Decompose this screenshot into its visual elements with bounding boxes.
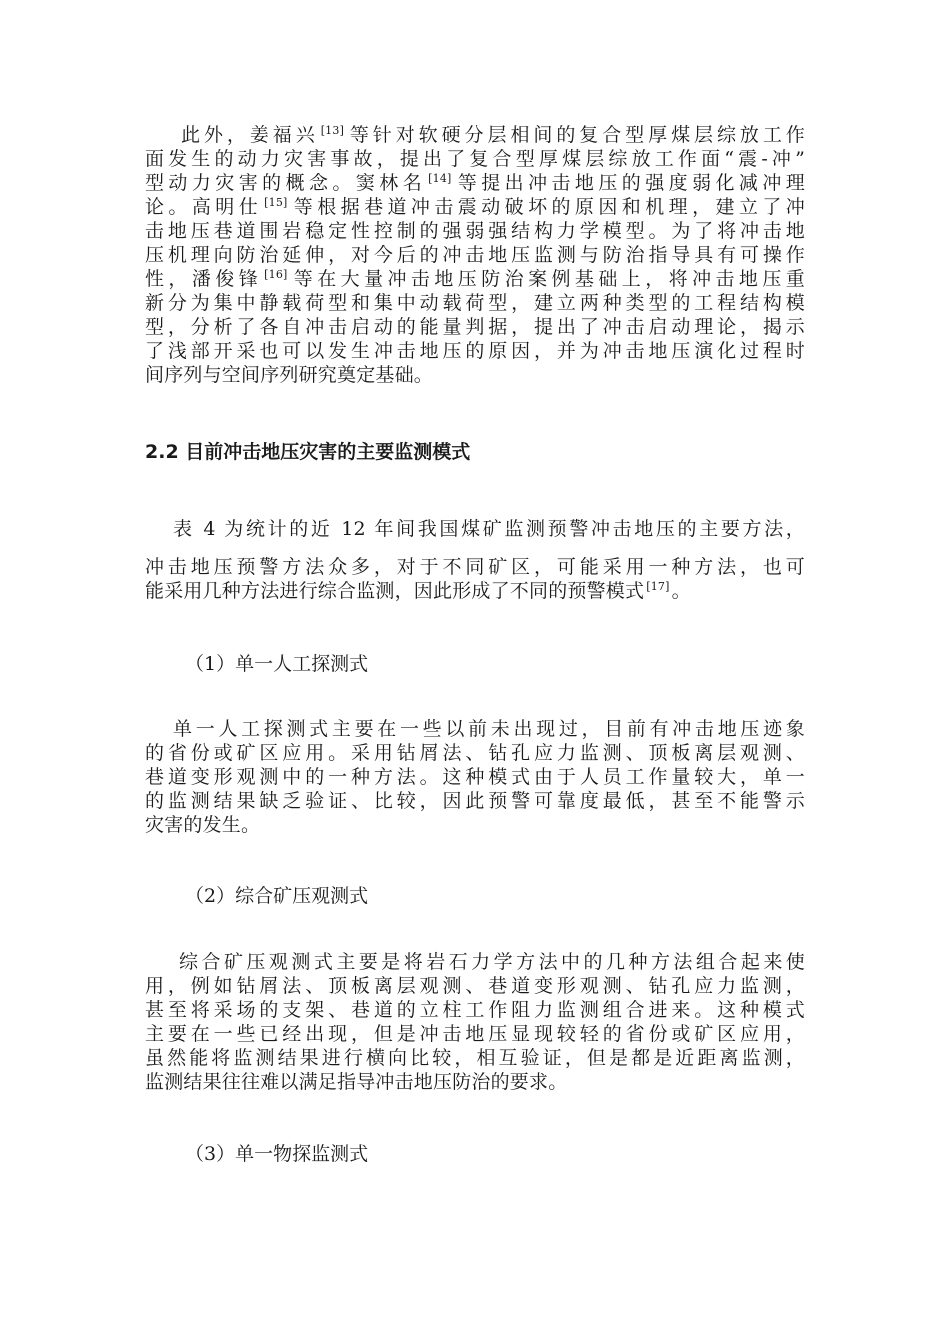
citation-ref: [16]: [264, 268, 288, 281]
text-line: 巷道变形观测中的一种方法。这种模式由于人员工作量较大，单一: [145, 766, 805, 788]
citation-ref: [17]: [646, 580, 670, 593]
text-line: [145, 171, 805, 195]
text-span: 能采用几种方法进行综合监测，因此形成了不同的预警模式: [145, 580, 645, 602]
paragraph-table4: [145, 517, 805, 603]
text-line: [145, 579, 805, 603]
citation-ref: [15]: [264, 196, 288, 209]
text-line: 单一人工探测式主要在一些以前未出现过，目前有冲击地压迹象: [173, 718, 805, 740]
subheading-2: （2）综合矿压观测式: [185, 885, 369, 907]
text-span: 性，潘俊锋: [145, 268, 263, 290]
paragraph-manual-detection: [145, 717, 805, 837]
text-span: 等根据巷道冲击震动破坏的原因和机理，建立了冲: [289, 196, 805, 218]
text-line: 型，分析了各自冲击启动的能量判据，提出了冲击启动理论，揭示: [145, 316, 805, 338]
text-line: 压机理向防治延伸，对今后的冲击地压监测与防治指导具有可操作: [145, 244, 805, 266]
text-span: 等在大量冲击地压防治案例基础上，将冲击地压重: [289, 268, 805, 290]
text-line: 甚至将采场的支架、巷道的立柱工作阻力监测组合进来。这种模式: [145, 999, 805, 1021]
text-line: 用，例如钻屑法、顶板离层观测、巷道变形观测、钻孔应力监测，: [145, 975, 805, 997]
text-line: 虽然能将监测结果进行横向比较，相互验证，但是都是近距离监测，: [145, 1047, 805, 1069]
text-line: [145, 195, 805, 219]
text-line: 灾害的发生。: [145, 814, 261, 836]
text-line: 间序列与空间序列研究奠定基础。: [145, 364, 434, 386]
text-line: 的省份或矿区应用。采用钻屑法、钻孔应力监测、顶板离层观测、: [145, 742, 805, 764]
text-line: 面发生的动力灾害事故，提出了复合型厚煤层综放工作面“震-冲”: [145, 148, 805, 170]
text-line: 综合矿压观测式主要是将岩石力学方法中的几种方法组合起来使: [179, 951, 805, 973]
citation-ref: [14]: [428, 172, 452, 185]
text-line: 的监测结果缺乏验证、比较，因此预警可靠度最低，甚至不能警示: [145, 790, 805, 812]
text-line: 主要在一些已经出现，但是冲击地压显现较轻的省份或矿区应用，: [145, 1023, 805, 1045]
text-line: 表 4 为统计的近 12 年间我国煤矿监测预警冲击地压的主要方法，: [173, 518, 805, 540]
text-line: 新分为集中静载荷型和集中动载荷型，建立两种类型的工程结构模: [145, 292, 805, 314]
paragraph-comprehensive-pressure: [145, 950, 805, 1094]
section-heading: 2.2 目前冲击地压灾害的主要监测模式: [145, 441, 471, 463]
text-line: [145, 267, 805, 291]
text-span: 等针对软硬分层相间的复合型厚煤层综放工作: [346, 124, 805, 146]
text-line: [145, 123, 805, 147]
citation-ref: [13]: [320, 124, 345, 137]
subheading-3: （3）单一物探监测式: [185, 1143, 369, 1165]
text-line: 冲击地压预警方法众多，对于不同矿区，可能采用一种方法，也可: [145, 556, 805, 578]
text-line: 监测结果往往难以满足指导冲击地压防治的要求。: [145, 1071, 568, 1093]
subheading-1: （1）单一人工探测式: [185, 653, 369, 675]
paragraph-intro: [145, 123, 805, 387]
text-span: 。: [671, 580, 691, 602]
text-line: 了浅部开采也可以发生冲击地压的原因，并为冲击地压演化过程时: [145, 340, 805, 362]
text-span: 型动力灾害的概念。窦林名: [145, 172, 427, 194]
text-span: 此外，姜福兴: [181, 124, 319, 146]
text-span: 论。高明仕: [145, 196, 263, 218]
text-line: 击地压巷道围岩稳定性控制的强弱强结构力学模型。为了将冲击地: [145, 220, 805, 242]
text-span: 等提出冲击地压的强度弱化减冲理: [453, 172, 805, 194]
